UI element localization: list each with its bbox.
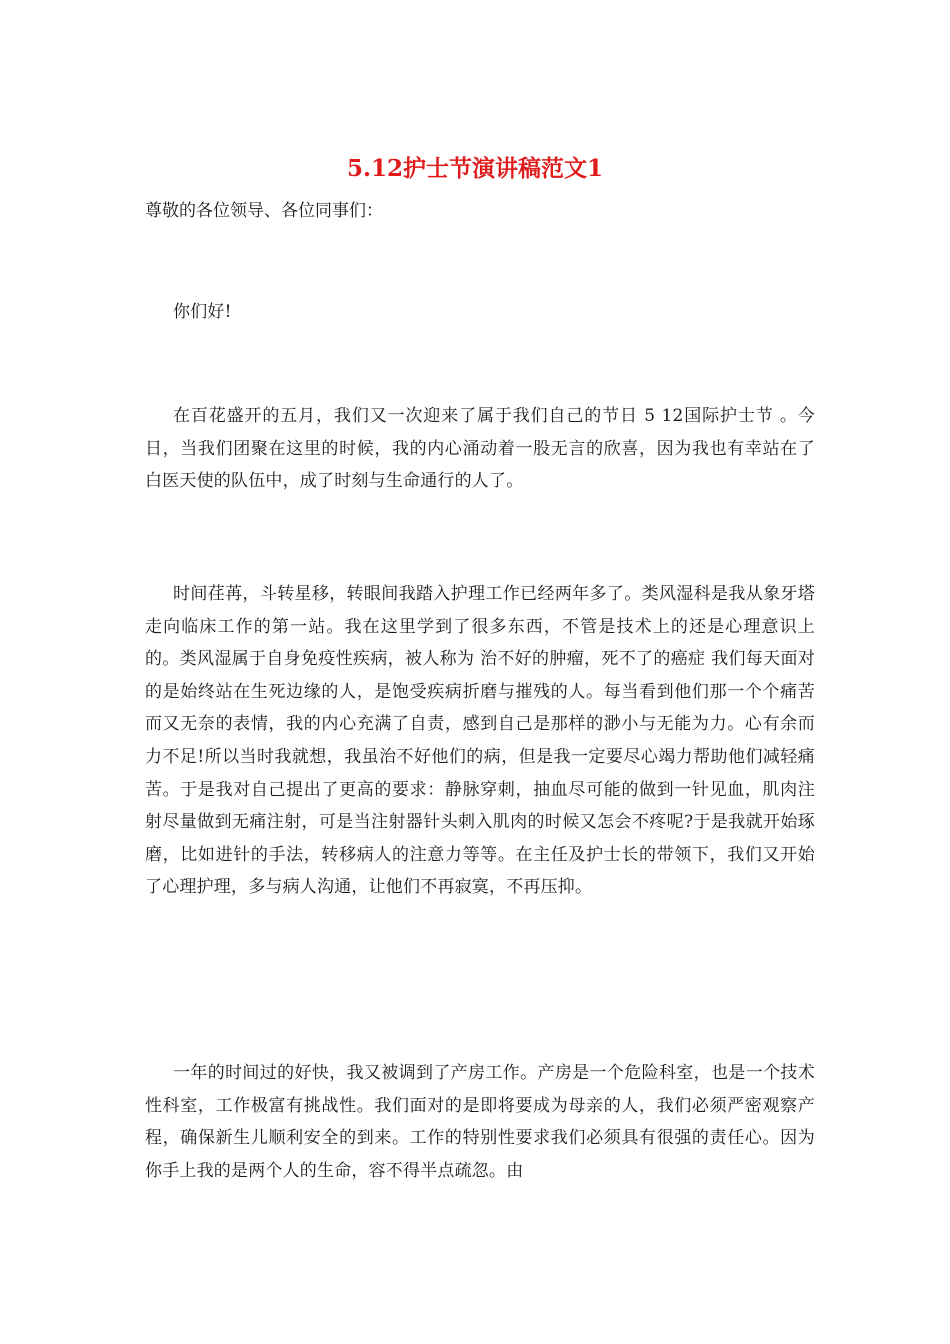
paragraph-rheumatology: 时间荏苒，斗转星移，转眼间我踏入护理工作已经两年多了。类风湿科是我从象牙塔走向临床工作的第一站。我在这里学到了很多东西，不管是技术上的还是心理意识上的。类风湿属于自身免疫性疾病，被人称为 治不好的肿瘤，死不了的癌症 我们每天面对的是始终站在生死边缘的人，是饱受疾病折磨与摧残的人。每当看到他们那一个个痛苦而又无奈的表情，我的内心充满了自责，感到自己是那样的渺小与无能为力。心有余而力不足!所以当时我就想，我虽治不好他们的病，但是我一定要尽心竭力帮助他们减轻痛苦。于是我对自己提出了更高的要求：静脉穿刺，抽血尽可能的做到一针见血，肌肉注射尽量做到无痛注射，可是当注射器针头刺入肌肉的时候又怎会不疼呢?于是我就开始琢磨，比如进针的手法，转移病人的注意力等等。在主任及护士长的带领下，我们又开始了心理护理，多与病人沟通，让他们不再寂寞，不再压抑。	[145, 584, 815, 898]
paragraph-delivery-room: 一年的时间过的好快，我又被调到了产房工作。产房是一个危险科室，也是一个技术性科室，工作极富有挑战性。我们面对的是即将要成为母亲的人，我们必须严密观察产程，确保新生儿顺利安全的到来。工作的特别性要求我们必须具有很强的责任心。因为你手上我的是两个人的生命，容不得半点疏忽。由	[145, 1063, 815, 1181]
document-title: 5.12护士节演讲稿范文1	[346, 155, 604, 182]
paragraph-greeting: 你们好!	[173, 302, 232, 322]
salutation: 尊敬的各位领导、各位同事们：	[145, 201, 383, 221]
paragraph-nurses-day: 在百花盛开的五月，我们又一次迎来了属于我们自己的节日 5 12国际护士节 。今日，当我们团聚在这里的时候，我的内心涌动着一股无言的欣喜，因为我也有幸站在了白医天使的队伍中，成了时刻与生命通行的人了。	[145, 406, 815, 492]
